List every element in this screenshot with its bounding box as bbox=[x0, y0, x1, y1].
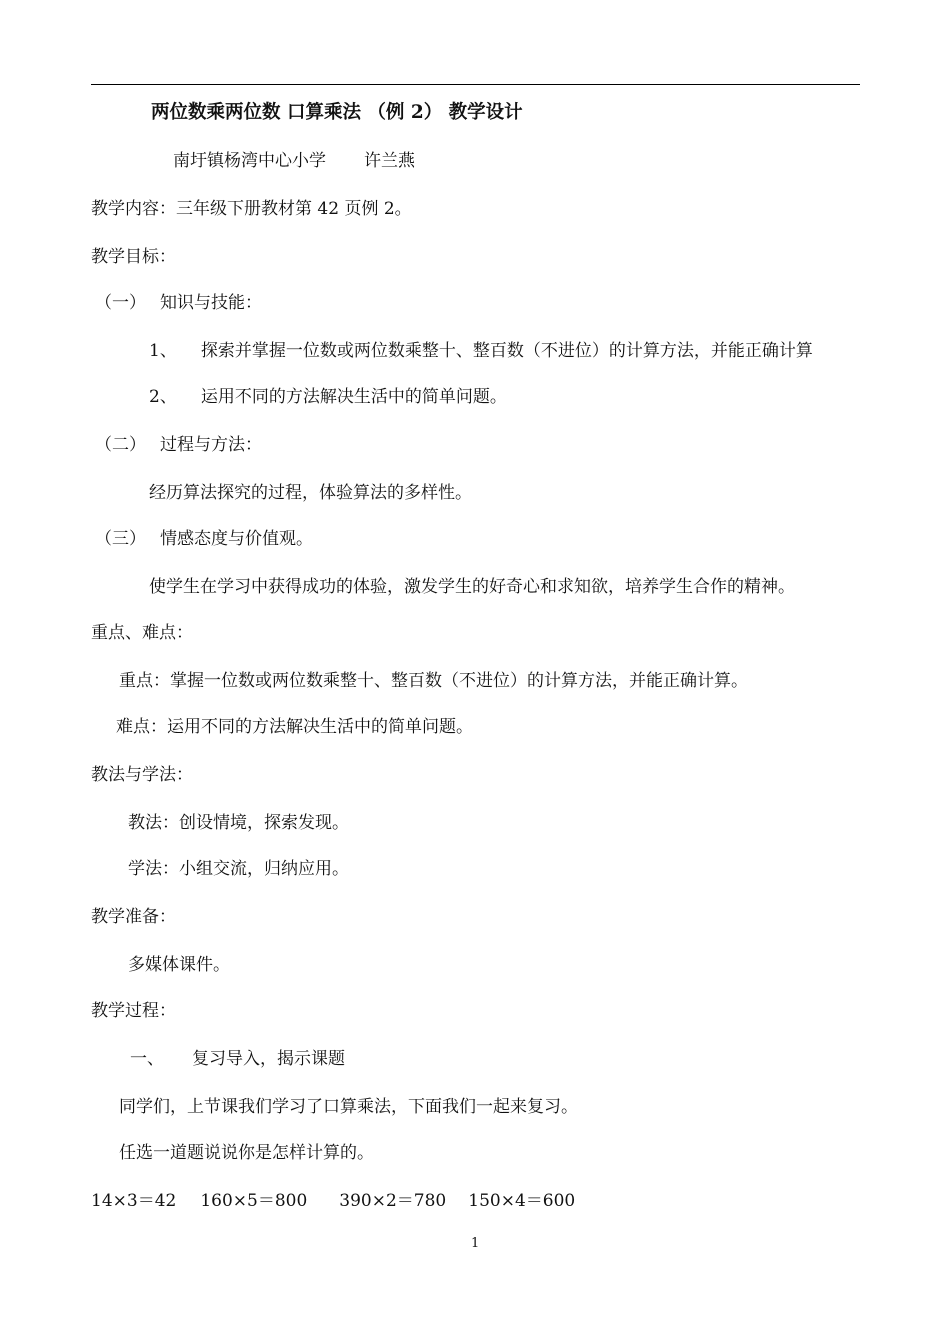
step-marker: 一、 bbox=[130, 1049, 164, 1069]
section-marker: （二） bbox=[95, 435, 146, 455]
item-text: 运用不同的方法解决生活中的简单问题。 bbox=[200, 387, 507, 407]
equation: 14×3＝42 bbox=[91, 1191, 177, 1211]
item-number: 1、 bbox=[149, 341, 177, 361]
process-paragraph-1: 同学们，上节课我们学习了口算乘法，下面我们一起来复习。 bbox=[119, 1097, 578, 1117]
goal-section-2 bbox=[95, 434, 262, 456]
section-marker: （三） bbox=[95, 529, 146, 549]
item-number: 2、 bbox=[149, 387, 177, 407]
keypoints-heading: 重点、难点： bbox=[91, 623, 193, 643]
page-number: 1 bbox=[471, 1236, 480, 1251]
goal-section-1 bbox=[95, 292, 262, 314]
equation-row bbox=[91, 1190, 575, 1212]
process-paragraph-2: 任选一道题说说你是怎样计算的。 bbox=[119, 1143, 374, 1163]
item-text: 探索并掌握一位数或两位数乘整十、整百数（不进位）的计算方法，并能正确计算 bbox=[200, 341, 813, 361]
section-label: 过程与方法： bbox=[160, 435, 262, 455]
process-step-1 bbox=[130, 1048, 345, 1070]
equation: 160×5＝800 bbox=[200, 1191, 308, 1211]
goal-section-2-text: 经历算法探究的过程，体验算法的多样性。 bbox=[149, 483, 472, 503]
prep-heading: 教学准备： bbox=[91, 907, 176, 927]
difficult-point: 难点：运用不同的方法解决生活中的简单问题。 bbox=[116, 717, 473, 737]
school-name: 南圩镇杨湾中心小学 bbox=[173, 151, 326, 171]
document-title: 两位数乘两位数 口算乘法 （例 2） 教学设计 bbox=[151, 102, 523, 123]
learning-method: 学法：小组交流，归纳应用。 bbox=[128, 859, 349, 879]
equation: 390×2＝780 bbox=[339, 1191, 447, 1211]
equation: 150×4＝600 bbox=[468, 1191, 576, 1211]
byline bbox=[173, 150, 415, 172]
methods-heading: 教法与学法： bbox=[91, 765, 193, 785]
author-name: 许兰燕 bbox=[364, 151, 415, 171]
teaching-content: 教学内容：三年级下册教材第 42 页例 2。 bbox=[91, 199, 412, 219]
list-item bbox=[149, 340, 813, 362]
section-label: 知识与技能： bbox=[160, 293, 262, 313]
prep-text: 多媒体课件。 bbox=[128, 955, 230, 975]
list-item bbox=[149, 386, 507, 408]
goal-section-3 bbox=[95, 528, 313, 550]
key-point: 重点：掌握一位数或两位数乘整十、整百数（不进位）的计算方法，并能正确计算。 bbox=[119, 671, 748, 691]
goals-heading: 教学目标： bbox=[91, 247, 176, 267]
teaching-method: 教法：创设情境，探索发现。 bbox=[128, 813, 349, 833]
step-text: 复习导入，揭示课题 bbox=[192, 1049, 345, 1069]
section-label: 情感态度与价值观。 bbox=[160, 529, 313, 549]
header-rule bbox=[91, 84, 860, 85]
process-heading: 教学过程： bbox=[91, 1001, 176, 1021]
section-marker: （一） bbox=[95, 293, 146, 313]
goal-section-3-text: 使学生在学习中获得成功的体验，激发学生的好奇心和求知欲，培养学生合作的精神。 bbox=[149, 577, 795, 597]
